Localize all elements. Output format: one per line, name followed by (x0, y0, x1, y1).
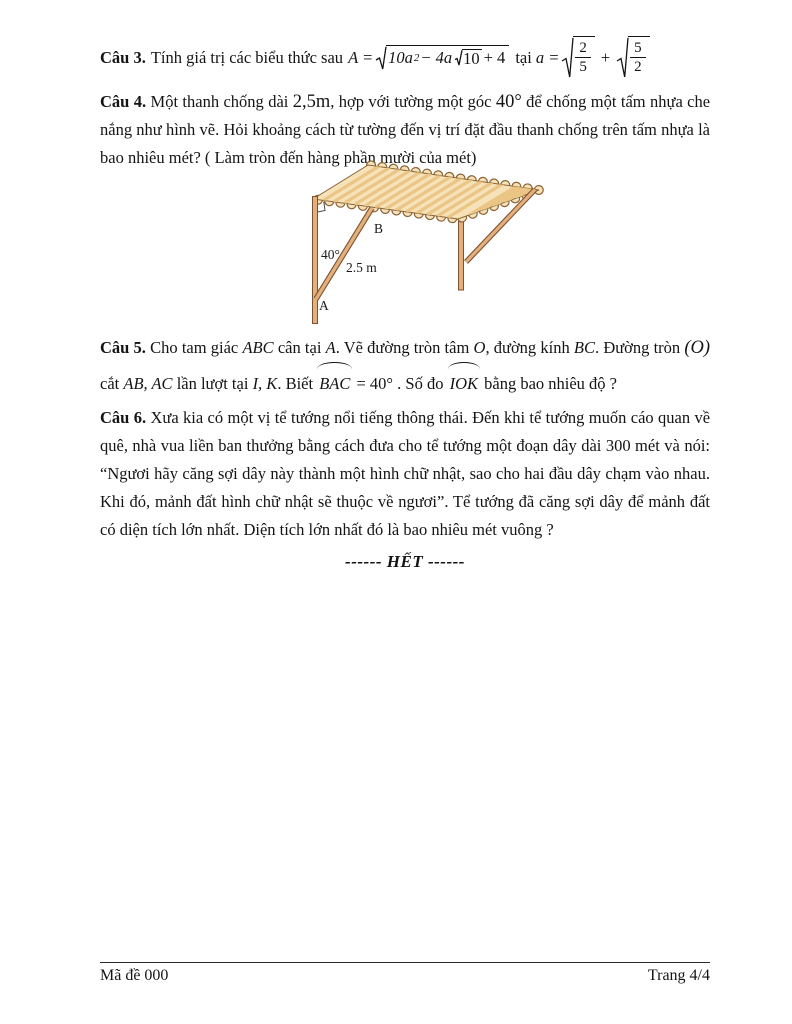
question-5-label: Câu 5. (100, 338, 146, 357)
q5-text: cân tại (277, 338, 322, 357)
expression-a-lhs: a = (535, 48, 560, 67)
question-4-label: Câu 4. (100, 92, 147, 111)
question-6 (100, 404, 710, 544)
length-label: 2.5 m (346, 260, 377, 275)
question-6-label: Câu 6. (100, 408, 147, 427)
exam-code: Mã đề 000 (100, 967, 169, 984)
triangle-name: ABC (242, 338, 274, 357)
question-4-text-3: để chống một tấm nhựa che nắng như hình vẽ. Hỏi khoảng cách từ tường đến vị trí đặt đầu thanh chống trên tấm nhựa là bao nhiêu mét? ( Làm tròn đến hàng phần mười của mét) (100, 92, 711, 167)
length-value: 2,5m (292, 92, 331, 112)
awning-diagram (278, 160, 558, 330)
radicand-10: 10 (463, 48, 480, 68)
q5-text: . Vẽ đường tròn tâm (335, 338, 470, 357)
diameter-bc: BC (573, 338, 595, 357)
exponent: 2 (413, 51, 420, 64)
q5-text: = 40° . Số đo (356, 374, 444, 393)
radical-inner (454, 49, 482, 67)
angle-label: 40° (321, 247, 340, 262)
circle-o: (O) (684, 338, 711, 358)
sides-ab-ac: AB, AC (123, 374, 173, 393)
points-i-k: I, K (252, 374, 278, 393)
angle-bac: BAC (317, 366, 352, 402)
page-footer (100, 962, 710, 985)
radicand-frac (573, 36, 595, 76)
center-o: O (473, 338, 486, 357)
q5-text: bằng bao nhiêu độ ? (484, 374, 618, 393)
question-5 (100, 330, 710, 402)
question-4-text-1: Một thanh chống dài (150, 92, 289, 111)
q5-text: . Đường tròn (595, 338, 681, 357)
tai-word: tại (515, 48, 532, 67)
angle-iok: IOK (448, 366, 480, 402)
fraction-5-2: $\frac{5}{2}$ (630, 39, 646, 76)
q5-text: Cho tam giác (150, 338, 239, 357)
question-3-text: Tính giá trị các biểu thức sau (150, 48, 344, 67)
left-post (313, 197, 318, 324)
term-minus-4a: − 4a (420, 48, 453, 67)
q5-text: cắt (100, 374, 120, 393)
radicand-frac (628, 36, 650, 76)
point-b-label: B (374, 221, 384, 236)
radical-frac-2 (616, 36, 650, 80)
page-number: Trang 4/4 (647, 967, 710, 984)
expression-A (348, 36, 652, 80)
term-10a: 10a (388, 48, 413, 67)
q5-text: . Biết (277, 374, 314, 393)
radical-outer (375, 45, 509, 71)
q5-text: , đường kính (485, 338, 570, 357)
term-plus-4: + 4 (483, 48, 506, 67)
question-6-text: Xưa kia có một vị tể tướng nổi tiếng thông thái. Đến khi tể tướng muốn cáo quan về quê, nhà vua liền ban thưởng bằng cách đưa cho tể tướng một đoạn dây dài 300 mét và nói: “Ngươi hãy căng sợi dây này thành một hình chữ nhật, sao cho hai đầu dây chạm vào nhau. Khi đó, mảnh đất hình chữ nhật sẽ thuộc về ngươi”. Tể tướng đã căng sợi dây để mảnh đất có diện tích lớn nhất. Diện tích lớn nhất đó là bao nhiêu mét vuông ? (100, 408, 711, 539)
radical-frac-1 (561, 36, 595, 80)
awning-figure (278, 160, 558, 330)
angle-value: 40° (495, 92, 522, 112)
point-a-label: A (319, 298, 329, 313)
end-of-exam-marker: ------ HẾT ------ (345, 552, 465, 571)
vertex-a: A (325, 338, 336, 357)
fraction-2-5: $\frac{2}{5}$ (575, 39, 591, 76)
question-3 (100, 32, 710, 84)
plus-operator: + (600, 48, 611, 67)
question-3-label: Câu 3. (100, 48, 146, 67)
q5-text: lần lượt tại (176, 374, 249, 393)
radicand (386, 45, 509, 67)
question-4-text-2: , hợp với tường một góc (330, 92, 492, 111)
expression-A-lhs: A = (348, 48, 374, 67)
